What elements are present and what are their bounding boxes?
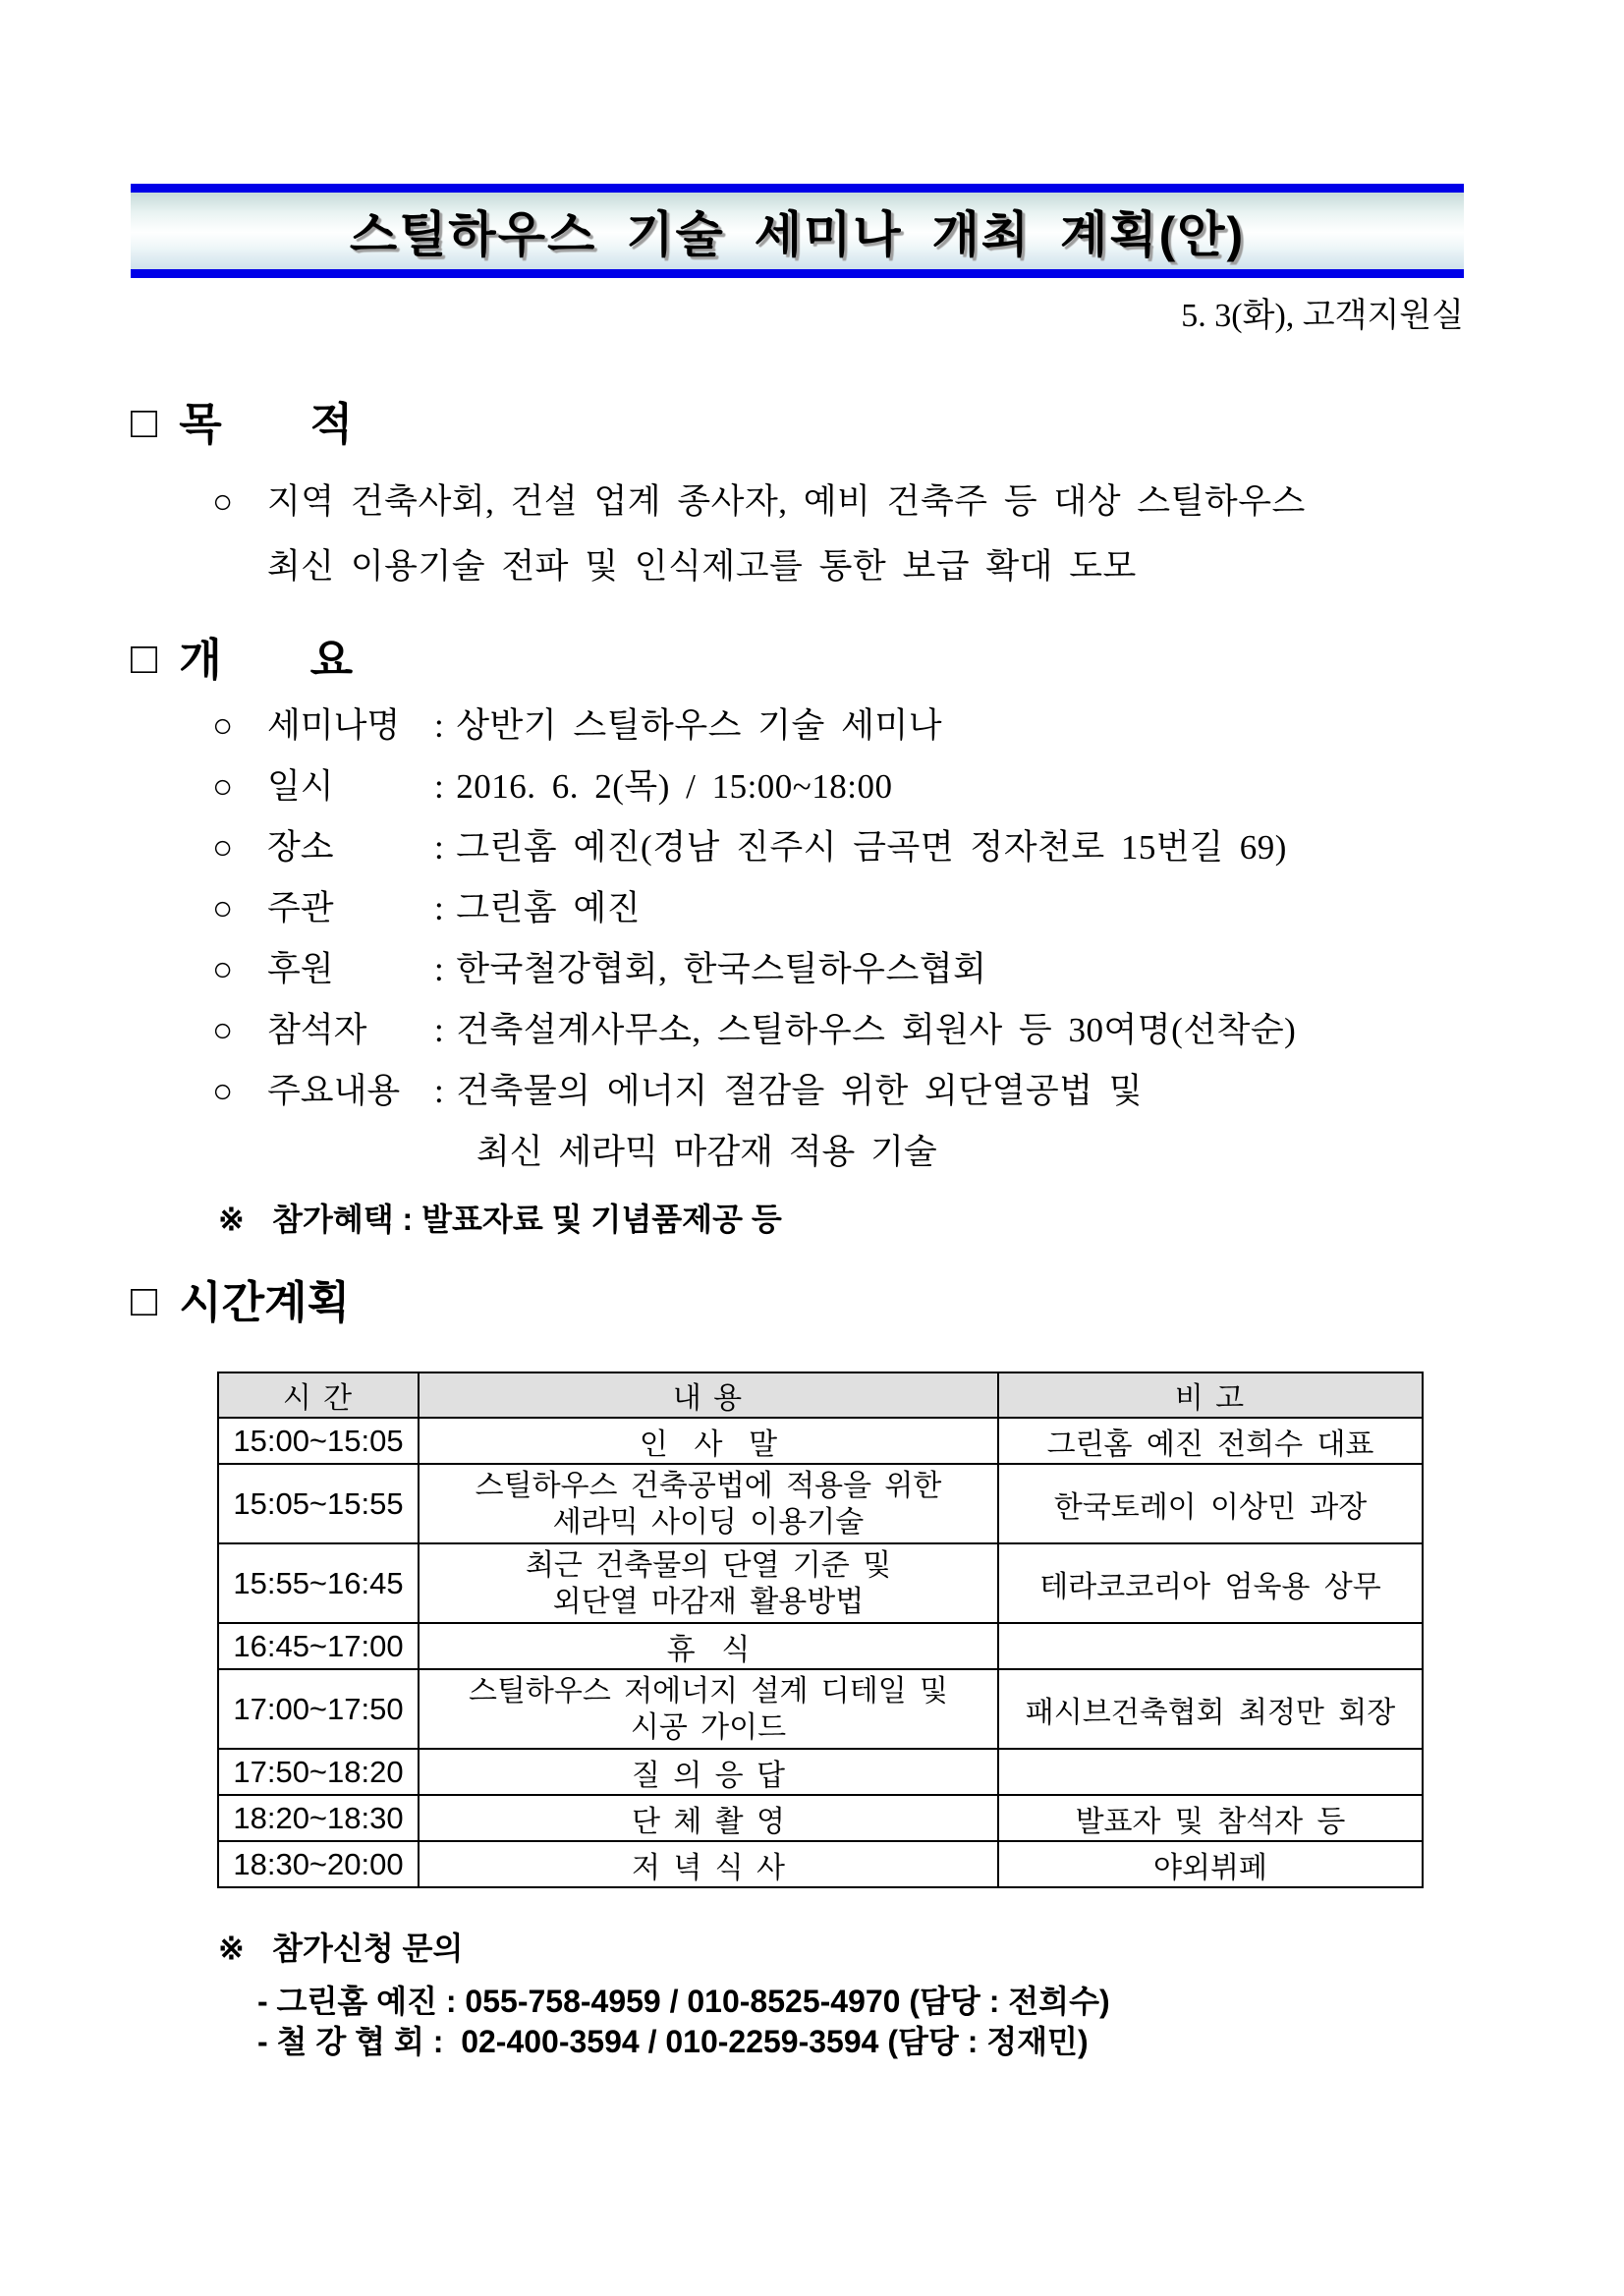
circle-bullet-icon: ○ <box>212 950 234 988</box>
content-line: 시공 가이드 <box>630 1710 787 1744</box>
overview-item-main-content <box>131 1061 1486 1122</box>
table-row <box>218 1418 1423 1464</box>
overview-item-attendees <box>131 1000 1486 1061</box>
cell-note: 패시브건축협회 최정만 회장 <box>998 1669 1423 1749</box>
section-purpose-heading <box>131 391 1486 458</box>
cell-note: 그린홈 예진 전희수 대표 <box>998 1418 1423 1464</box>
item-label: 주요내용 <box>267 1072 401 1110</box>
section-schedule-title: 시간계획 <box>179 1277 351 1327</box>
table-row <box>218 1464 1423 1543</box>
item-colon: : <box>434 889 445 927</box>
circle-bullet-icon: ○ <box>212 1011 234 1049</box>
contact-title <box>131 1928 1486 1969</box>
note-text: 참가혜택 : 발표자료 및 기념품제공 등 <box>272 1202 782 1237</box>
reference-mark-icon: ※ <box>218 1931 245 1966</box>
content-line: 외단열 마감재 활용방법 <box>552 1585 865 1618</box>
item-label: 일시 <box>267 767 334 806</box>
cell-content <box>419 1543 998 1623</box>
content-line: 인 사 말 <box>639 1428 778 1461</box>
contact-line-steel-association: - 철 강 협 회 : 02-400-3594 / 010-2259-3594 (담당 : 정재민) <box>257 2024 1089 2059</box>
overview-item-datetime <box>131 756 1486 817</box>
circle-bullet-icon: ○ <box>212 767 234 806</box>
purpose-line-2 <box>131 534 1486 599</box>
square-bullet-icon: □ <box>131 1275 158 1325</box>
section-contact <box>131 1928 1486 2062</box>
item-value: 건축설계사무소, 스틸하우스 회원사 등 30여명(선착순) <box>456 1011 1297 1049</box>
overview-item-sponsor <box>131 939 1486 1000</box>
cell-time: 18:20~18:30 <box>218 1795 419 1841</box>
purpose-line-1 <box>131 470 1486 534</box>
cell-content <box>419 1464 998 1543</box>
cell-time: 15:05~15:55 <box>218 1464 419 1543</box>
table-row <box>218 1749 1423 1795</box>
purpose-text-1: 지역 건축사회, 건설 업계 종사자, 예비 건축주 등 대상 스틸하우스 <box>267 482 1306 521</box>
circle-bullet-icon: ○ <box>212 889 234 927</box>
table-row <box>218 1543 1423 1623</box>
section-overview-heading <box>131 627 1486 694</box>
section-purpose <box>131 391 1486 599</box>
content-line: 최근 건축물의 단열 기준 및 <box>525 1548 892 1582</box>
content-line: 스틸하우스 건축공법에 적용을 위한 <box>475 1469 942 1502</box>
cell-note: 야외뷔페 <box>998 1841 1423 1887</box>
section-overview-title: 개 요 <box>179 635 354 685</box>
content-line: 휴 식 <box>666 1633 751 1666</box>
item-label: 주관 <box>267 889 334 927</box>
cell-note <box>998 1623 1423 1669</box>
square-bullet-icon: □ <box>131 397 158 447</box>
item-colon: : <box>434 1072 445 1110</box>
col-header-note: 비 고 <box>998 1372 1423 1418</box>
cell-note: 한국토레이 이상민 과장 <box>998 1464 1423 1543</box>
item-label: 후원 <box>267 950 334 988</box>
overview-item-organizer <box>131 878 1486 939</box>
cell-content <box>419 1623 998 1669</box>
circle-bullet-icon: ○ <box>212 828 234 867</box>
contact-title-text: 참가신청 문의 <box>272 1931 464 1966</box>
col-header-content: 내 용 <box>419 1372 998 1418</box>
cell-content <box>419 1795 998 1841</box>
overview-item-seminar-name <box>131 696 1486 756</box>
section-overview <box>131 627 1486 1242</box>
item-colon: : <box>434 950 445 988</box>
reference-mark-icon: ※ <box>218 1202 245 1237</box>
col-header-time: 시 간 <box>218 1372 419 1418</box>
circle-bullet-icon: ○ <box>212 482 234 521</box>
table-row <box>218 1623 1423 1669</box>
contact-list <box>131 1982 1486 2062</box>
cell-time: 15:55~16:45 <box>218 1543 419 1623</box>
table-row <box>218 1841 1423 1887</box>
section-purpose-title: 목 적 <box>179 399 354 449</box>
section-schedule-heading <box>131 1269 1486 1336</box>
purpose-text-2: 최신 이용기술 전파 및 인식제고를 통한 보급 확대 도모 <box>267 547 1137 586</box>
content-line: 스틸하우스 저에너지 설계 디테일 및 <box>468 1674 949 1708</box>
item-value: 건축물의 에너지 절감을 위한 외단열공법 및 <box>456 1072 1144 1110</box>
content-line: 단 체 촬 영 <box>632 1805 785 1838</box>
item-colon: : <box>434 1011 445 1049</box>
cell-content <box>419 1669 998 1749</box>
cell-content <box>419 1418 998 1464</box>
schedule-table <box>217 1372 1424 1888</box>
cell-note <box>998 1749 1423 1795</box>
cell-time: 18:30~20:00 <box>218 1841 419 1887</box>
banner-body <box>131 193 1464 269</box>
item-label: 참석자 <box>267 1011 367 1049</box>
square-bullet-icon: □ <box>131 633 158 683</box>
item-value: 2016. 6. 2(목) / 15:00~18:00 <box>456 767 893 806</box>
date-line: 5. 3(화), 고객지원실 <box>1181 298 1464 334</box>
section-schedule <box>131 1269 1486 1888</box>
content-line: 세라믹 사이딩 이용기술 <box>552 1505 865 1539</box>
cell-time: 17:50~18:20 <box>218 1749 419 1795</box>
item-value: 그린홈 예진(경남 진주시 금곡면 정자천로 15번길 69) <box>456 828 1287 867</box>
cell-time: 17:00~17:50 <box>218 1669 419 1749</box>
item-colon: : <box>434 767 445 806</box>
content-line: 질 의 응 답 <box>632 1759 785 1792</box>
item-label: 세미나명 <box>267 706 401 745</box>
cell-note: 테라코코리아 엄욱용 상무 <box>998 1543 1423 1623</box>
table-header-row <box>218 1372 1423 1418</box>
item-colon: : <box>434 706 445 745</box>
content-line: 저 녁 식 사 <box>632 1851 785 1884</box>
item-colon: : <box>434 828 445 867</box>
cell-note: 발표자 및 참석자 등 <box>998 1795 1423 1841</box>
table-row <box>218 1669 1423 1749</box>
overview-item-main-content-line2: 최신 세라믹 마감재 적용 기술 <box>476 1133 937 1171</box>
participation-benefit-note <box>131 1197 1486 1242</box>
cell-time: 15:00~15:05 <box>218 1418 419 1464</box>
cell-content <box>419 1749 998 1795</box>
cell-content <box>419 1841 998 1887</box>
circle-bullet-icon: ○ <box>212 1072 234 1110</box>
cell-time: 16:45~17:00 <box>218 1623 419 1669</box>
title-banner <box>131 184 1464 278</box>
banner-top-rule <box>131 184 1464 193</box>
item-label: 장소 <box>267 828 334 867</box>
banner-bottom-rule <box>131 269 1464 278</box>
overview-item-venue <box>131 817 1486 878</box>
item-value: 그린홈 예진 <box>456 889 642 927</box>
contact-line-greenhome: - 그린홈 예진 : 055-758-4959 / 010-8525-4970 (담당 : 전희수) <box>257 1984 1110 2019</box>
circle-bullet-icon: ○ <box>212 706 234 745</box>
item-value: 한국철강협회, 한국스틸하우스협회 <box>456 950 987 988</box>
item-value: 상반기 스틸하우스 기술 세미나 <box>456 706 943 745</box>
table-row <box>218 1795 1423 1841</box>
page-title: 스틸하우스 기술 세미나 개최 계획(안) <box>349 207 1246 262</box>
